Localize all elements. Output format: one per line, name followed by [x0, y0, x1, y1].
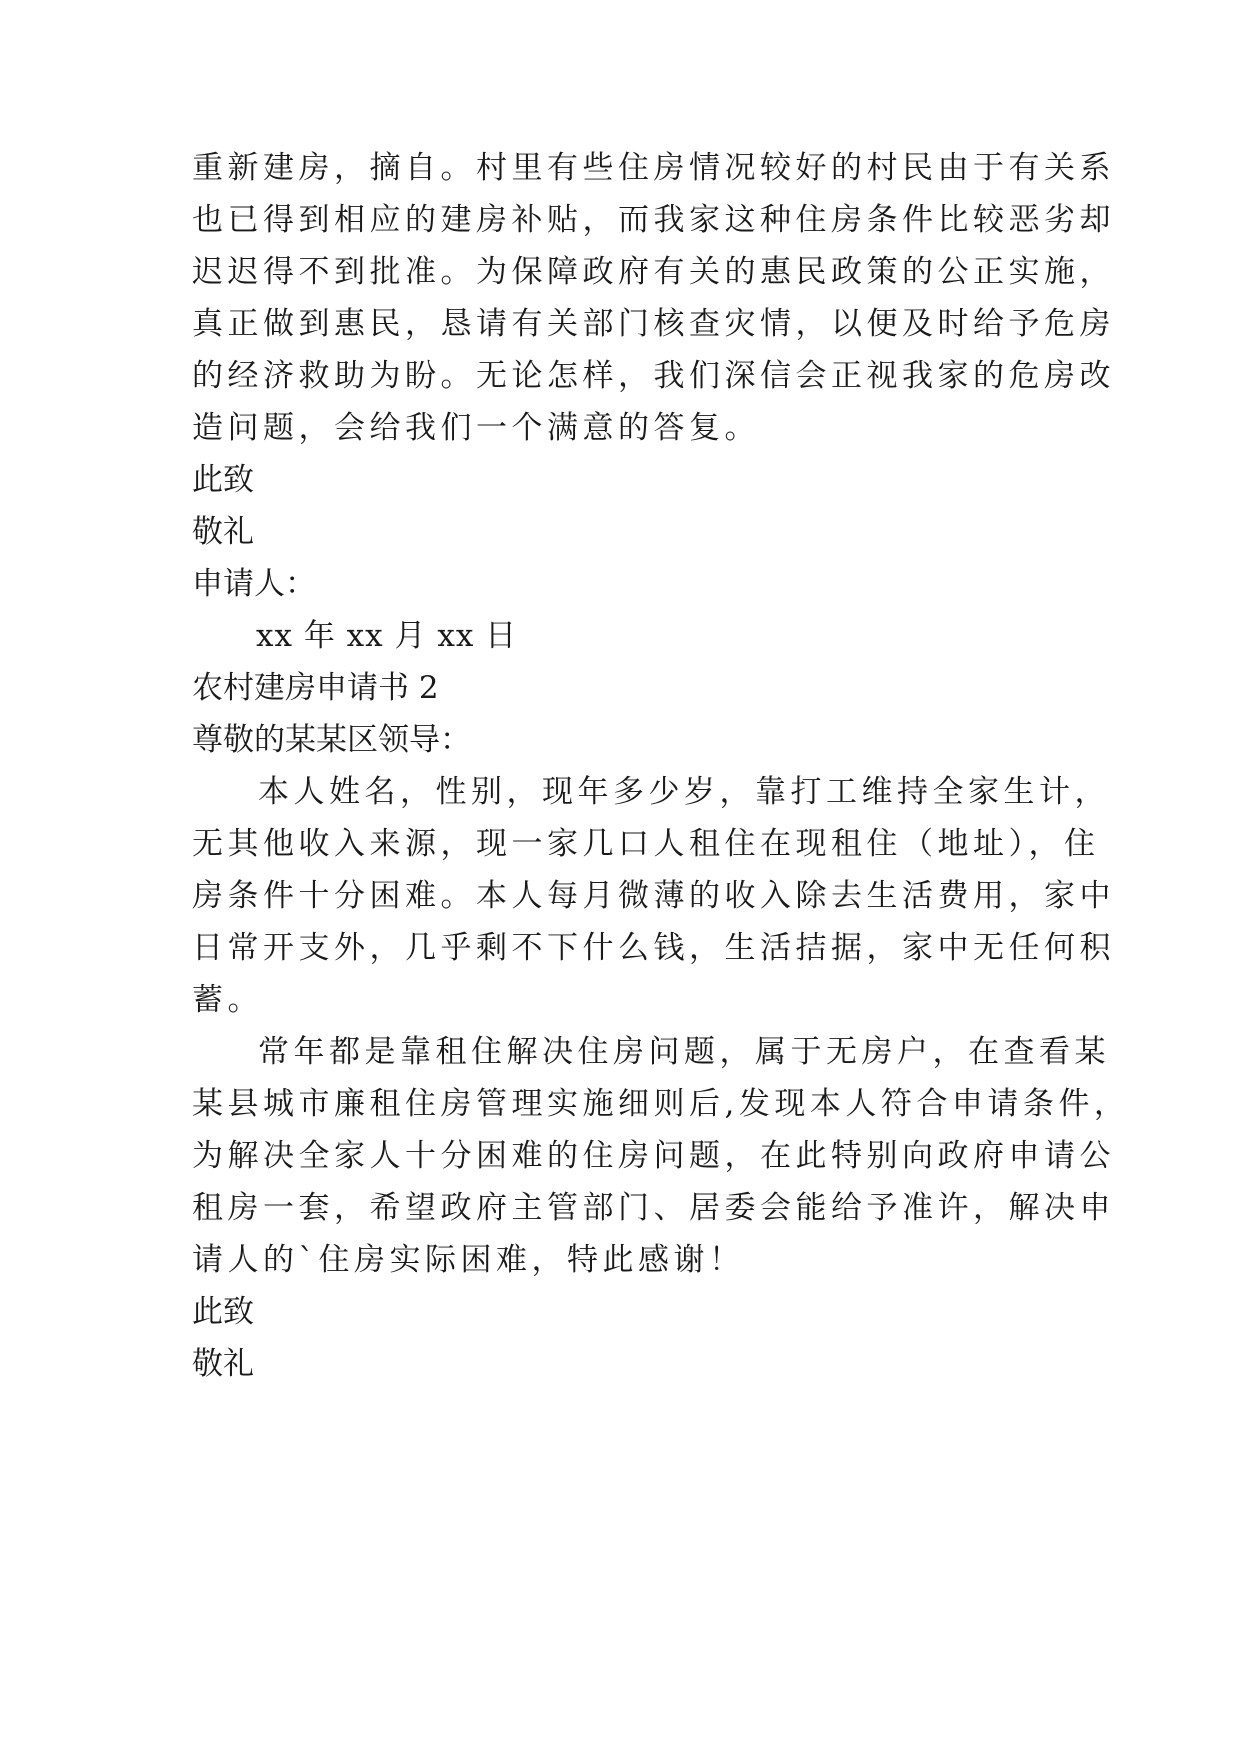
- body-line: 重新建房，摘自。村里有些住房情况较好的村民由于有关系: [192, 150, 1115, 186]
- applicant-label: 申请人：: [192, 566, 316, 602]
- closing-salutation: 此致: [192, 462, 254, 498]
- closing-regards: 敬礼: [192, 1346, 254, 1382]
- body-line: 本人姓名，性别，现年多少岁，靠打工维持全家生计，: [258, 774, 1110, 810]
- body-line: 请人的`住房实际困难，特此感谢！: [192, 1242, 745, 1278]
- body-line: 无其他收入来源，现一家几口人租住在现租住（地址），住: [192, 826, 1100, 862]
- body-line: 租房一套，希望政府主管部门、居委会能给予准许，解决申: [192, 1190, 1115, 1226]
- closing-salutation: 此致: [192, 1294, 254, 1330]
- body-line: 日常开支外，几乎剩不下什么钱，生活拮据，家中无任何积: [192, 930, 1115, 966]
- body-line: 常年都是靠租住解决住房问题，属于无房户，在查看某: [258, 1034, 1110, 1070]
- body-line: 真正做到惠民，恳请有关部门核查灾情，以便及时给予危房: [192, 306, 1115, 342]
- body-line: 某县城市廉租住房管理实施细则后,发现本人符合申请条件，: [192, 1086, 1130, 1122]
- body-line: 为解决全家人十分困难的住房问题，在此特别向政府申请公: [192, 1138, 1115, 1174]
- body-line: 房条件十分困难。本人每月微薄的收入除去生活费用，家中: [192, 878, 1115, 914]
- closing-regards: 敬礼: [192, 514, 254, 550]
- body-line: 造问题，会给我们一个满意的答复。: [192, 410, 760, 446]
- body-line: 迟迟得不到批准。为保障政府有关的惠民政策的公正实施，: [192, 254, 1115, 290]
- signature-date: xx 年 xx 月 xx 日: [256, 618, 518, 654]
- letter-title: 农村建房申请书 2: [192, 670, 439, 706]
- body-line: 的经济救助为盼。无论怎样，我们深信会正视我家的危房改: [192, 358, 1115, 394]
- body-line: 蓄。: [192, 982, 263, 1018]
- addressee: 尊敬的某某区领导：: [192, 722, 471, 758]
- body-line: 也已得到相应的建房补贴，而我家这种住房条件比较恶劣却: [192, 202, 1115, 238]
